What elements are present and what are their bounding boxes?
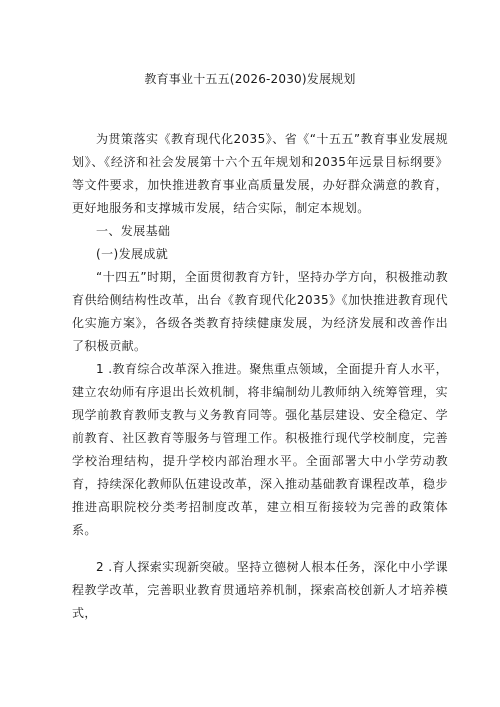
subsection-heading-achievements: (一)发展成就 [96, 247, 169, 261]
item-1-paragraph: 1 .教育综合改革深入推进。聚焦重点领域，全面提升育人水平，建立农幼师有序退出长效机制，将非编制幼儿教师纳入统筹管理，实现学前教育教师支教与义务教育同等。强化基层建设、安全稳定、学前教育、社区教育等服务与管理工作。积极推行现代学校制度，完善学校治理结构，提升学校内部治理水平。全面部署大中小学劳动教育，持续深化教师队伍建设改革，深入推动基础教育课程改革，稳步推进高职院校分类考招制度改革，建立相互衔接较为完善的政策体系。 [72, 362, 448, 537]
paragraph-spacer [72, 542, 448, 556]
document-body [72, 128, 448, 625]
achievements-paragraph: “十四五”时期，全面贯彻教育方针，坚持办学方向，积极推动教育供给侧结构性改革，出台《教育现代化2035》《加快推进教育现代化实施方案》，各级各类教育持续健康发展，为经济发展和改善作出了积极贡献。 [72, 270, 448, 353]
intro-paragraph: 为贯策落实《教育现代化2035》、省《“十五五”教育事业发展规划》、《经济和社会发展第十六个五年规划和2035年远景目标纲要》等文件要求，加快推进教育事业高质量发展，办好群众满意的教育，更好地服务和支撑城市发展，结合实际，制定本规划。 [72, 132, 448, 215]
section-heading-development-basis: 一、发展基础 [96, 224, 171, 238]
document-title: 教育事业十五五(2026-2030)发展规划 [144, 72, 356, 86]
item-2-paragraph: 2 .育人探索实现新突破。坚持立德树人根本任务，深化中小学课程教学改革，完善职业教育贯通培养机制，探索高校创新人才培养模式， [72, 560, 448, 620]
